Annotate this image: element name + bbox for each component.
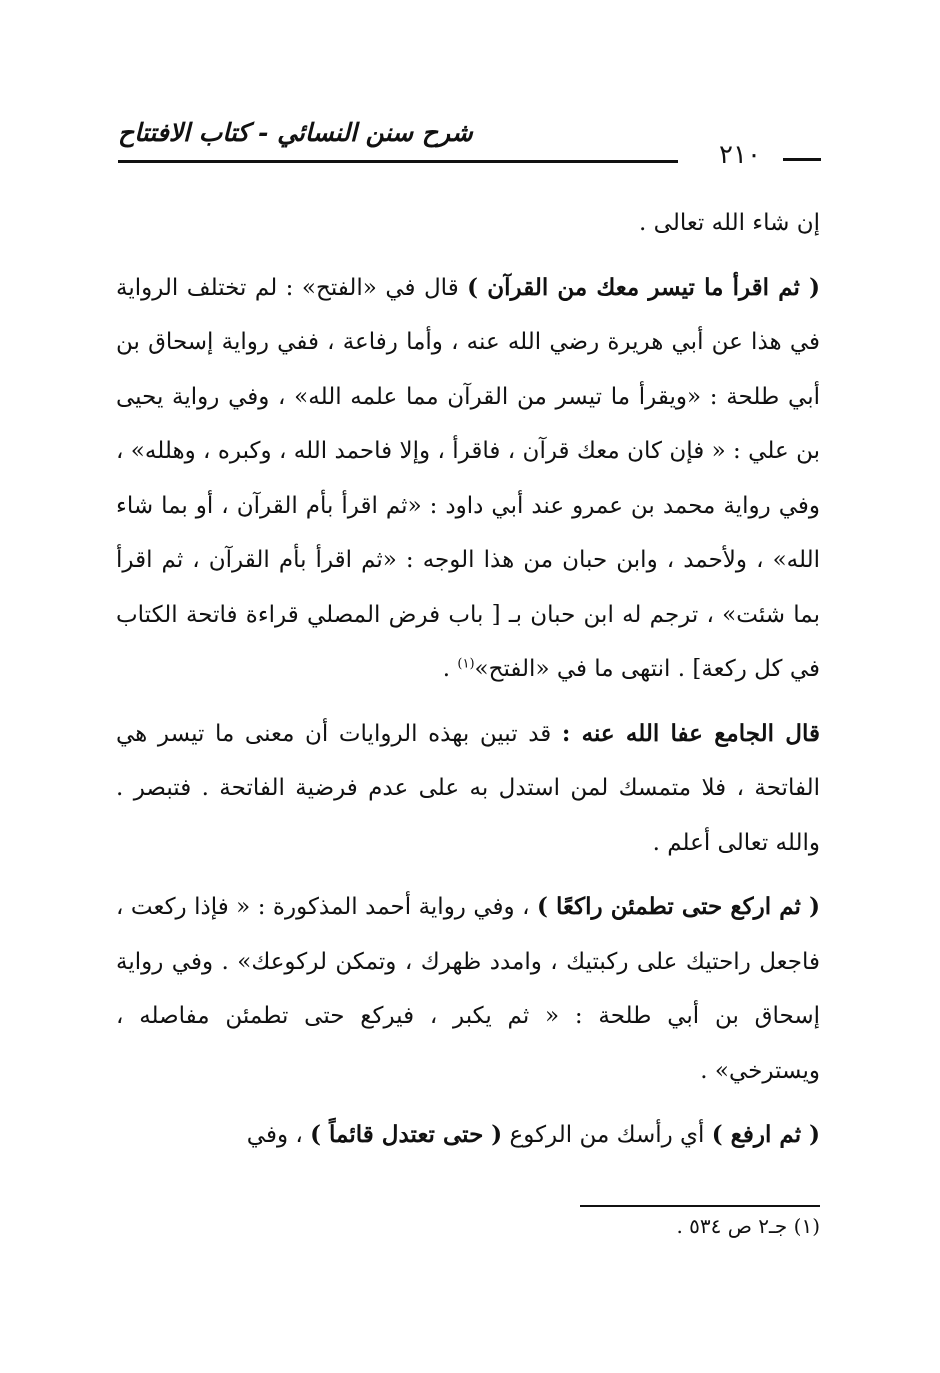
header-rule bbox=[118, 160, 678, 163]
footnote-rule bbox=[580, 1205, 820, 1207]
page-number-dash bbox=[783, 158, 821, 161]
paragraph-1 bbox=[116, 196, 820, 251]
paragraph-2 bbox=[116, 261, 820, 697]
paragraph-text: إن شاء الله تعالى . bbox=[639, 210, 820, 236]
hadith-phrase: ( ثم اركع حتى تطمئن راكعًا ) bbox=[537, 893, 820, 920]
running-header-title: شرح سنن النسائي - كتاب الافتتاح bbox=[118, 118, 473, 147]
paragraph-tail: . bbox=[442, 656, 458, 682]
hadith-phrase: ( ثم ارفع ) bbox=[711, 1121, 820, 1148]
paragraph-text: قد تبين بهذه الروايات أن معنى ما تيسر هي الفاتحة ، فلا متمسك لمن استدل به على عدم فرضية الفاتحة . فتبصر . والله تعالى أعلم . bbox=[116, 720, 820, 856]
paragraph-text: ، وفي رواية أحمد المذكورة : « فإذا ركعت ، فاجعل راحتيك على ركبتيك ، وامدد ظهرك ، وتمكن لركوعك» . وفي رواية إسحاق بن أبي طلحة : « ثم يكبر ، فيركع حتى تطمئن مفاصله ، ويسترخي» . bbox=[116, 894, 820, 1084]
paragraph-5 bbox=[116, 1108, 820, 1163]
paragraph-text-2: ، وفي bbox=[246, 1122, 311, 1148]
main-text bbox=[116, 196, 820, 1163]
paragraph-3 bbox=[116, 707, 820, 871]
page-number: ٢١٠ bbox=[719, 140, 761, 170]
footnote: (١) جـ٢ ص ٥٣٤ . bbox=[676, 1214, 820, 1238]
footnote-marker: (١) bbox=[457, 656, 475, 672]
paragraph-4 bbox=[116, 880, 820, 1098]
author-remark-lead: قال الجامع عفا الله عنه : bbox=[561, 719, 820, 747]
paragraph-text: أي رأسك من الركوع bbox=[502, 1122, 712, 1148]
paragraph-text: قال في «الفتح» : لم تختلف الرواية في هذا عن أبي هريرة رضي الله عنه ، وأما رفاعة ، ففي رواية إسحاق بن أبي طلحة : «ويقرأ ما تيسر من القرآن مما علمه الله» ، وفي رواية يحيى بن علي : « فإن كان معك قرآن ، فاقرأ ، وإلا فاحمد الله ، وكبره ، وهلله» ، وفي رواية محمد بن عمرو عند أبي داود : «ثم اقرأ بأم القرآن ، أو بما شاء الله» ، ولأحمد ، وابن حبان من هذا الوجه : «ثم اقرأ بأم القرآن ، ثم اقرأ بما شئت» ، ترجم له ابن حبان بـ [ باب فرض المصلي قراءة فاتحة الكتاب في كل ركعة] . انتهى ما في «الفتح» bbox=[116, 274, 820, 682]
hadith-phrase-2: ( حتى تعتدل قائماً ) bbox=[310, 1121, 503, 1148]
hadith-phrase: ( ثم اقرأ ما تيسر معك من القرآن ) bbox=[467, 273, 820, 301]
